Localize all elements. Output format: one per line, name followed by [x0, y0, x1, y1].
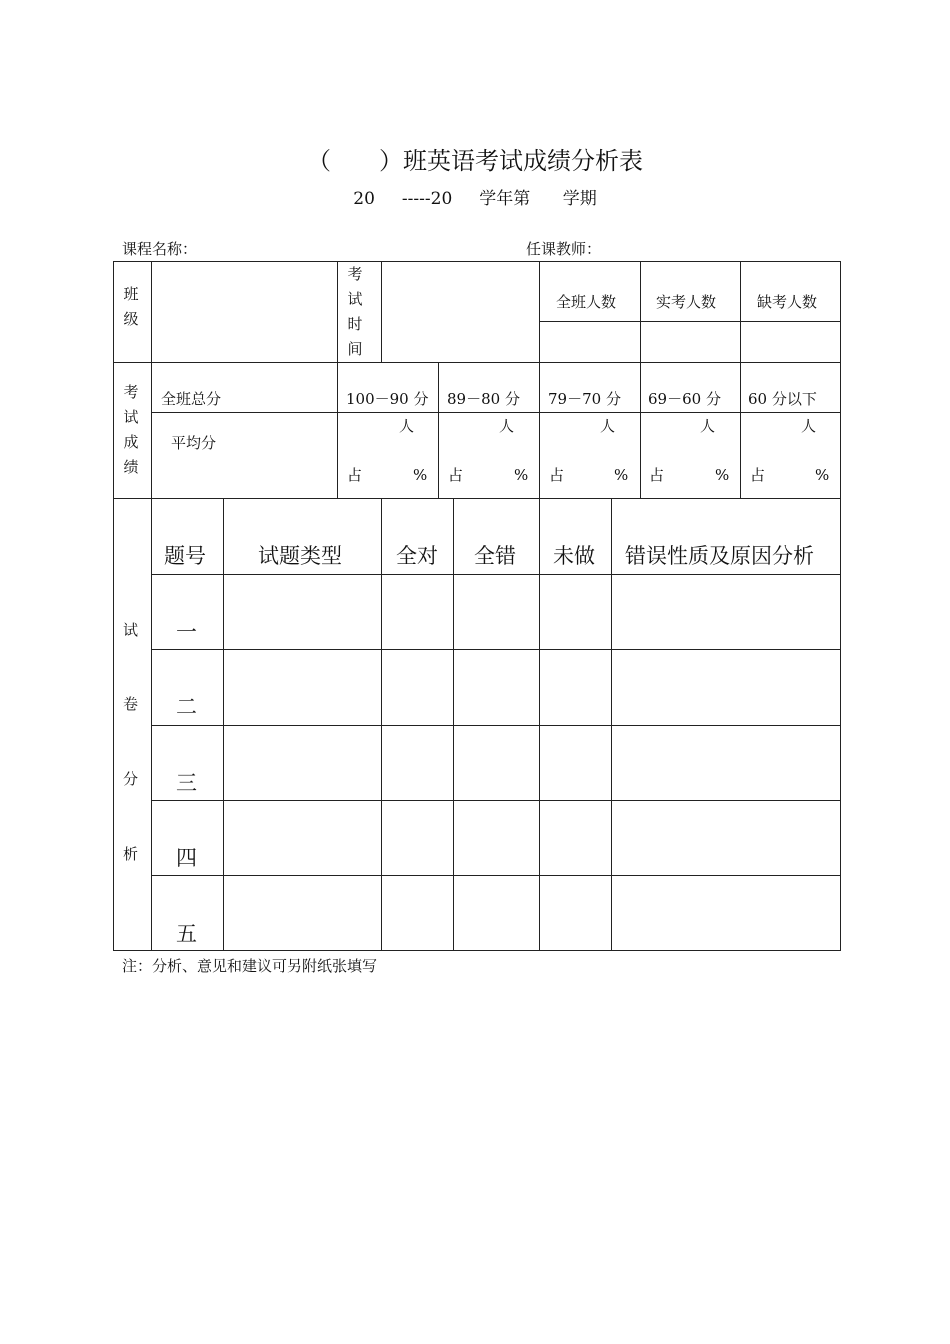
score-range-100-90: 100－90 分: [346, 390, 429, 408]
question-type-header: 试题类型: [258, 544, 342, 568]
question-row-number: 三: [176, 771, 197, 795]
share-label: 占: [649, 466, 665, 484]
footnote: 注：分析、意见和建议可另附纸张填写: [122, 957, 378, 975]
people-unit: 人: [499, 417, 515, 435]
question-row-number: 一: [176, 620, 197, 644]
share-label: 占: [448, 466, 464, 484]
analysis-section-label-char: 析: [123, 845, 139, 863]
percent-sign: %: [614, 466, 629, 484]
question-number-header: 题号: [164, 544, 206, 568]
score-range-69-60: 69－60 分: [648, 390, 721, 408]
school-year-line: 20 -----20 学年第 学期: [353, 189, 597, 209]
exam-scores-section-label: 考 试 成 绩: [123, 383, 139, 476]
people-unit: 人: [801, 417, 817, 435]
score-range-89-80: 89－80 分: [447, 390, 520, 408]
question-row-number: 五: [176, 922, 197, 946]
score-range-below-60: 60 分以下: [748, 390, 817, 408]
question-row-number: 四: [176, 846, 197, 870]
page-title: （ ）班英语考试成绩分析表: [307, 147, 643, 175]
all-correct-header: 全对: [396, 544, 438, 568]
exam-time-label: 考 试 时 间: [347, 265, 363, 358]
present-students-label: 实考人数: [656, 293, 717, 311]
absent-students-label: 缺考人数: [757, 293, 818, 311]
percent-sign: %: [815, 466, 830, 484]
percent-sign: %: [715, 466, 730, 484]
score-range-79-70: 79－70 分: [548, 390, 621, 408]
teacher-label: 任课教师：: [526, 240, 602, 258]
people-unit: 人: [700, 417, 716, 435]
class-label: 班 级: [123, 285, 139, 328]
percent-sign: %: [413, 466, 428, 484]
all-wrong-header: 全错: [474, 544, 516, 568]
score-summary-table: [113, 261, 841, 499]
not-attempted-header: 未做: [553, 544, 595, 568]
people-unit: 人: [399, 417, 415, 435]
error-analysis-header: 错误性质及原因分析: [625, 544, 814, 568]
class-total-score-label: 全班总分: [161, 390, 222, 408]
course-name-label: 课程名称：: [122, 240, 198, 258]
share-label: 占: [750, 466, 766, 484]
total-students-label: 全班人数: [556, 293, 617, 311]
share-label: 占: [347, 466, 363, 484]
question-row-number: 二: [176, 695, 197, 719]
analysis-section-label-char: 分: [123, 770, 139, 788]
percent-sign: %: [514, 466, 529, 484]
analysis-section-label-char: 卷: [123, 695, 139, 713]
analysis-section-label-char: 试: [123, 621, 139, 639]
average-score-label: 平均分: [171, 434, 217, 452]
people-unit: 人: [600, 417, 616, 435]
share-label: 占: [549, 466, 565, 484]
